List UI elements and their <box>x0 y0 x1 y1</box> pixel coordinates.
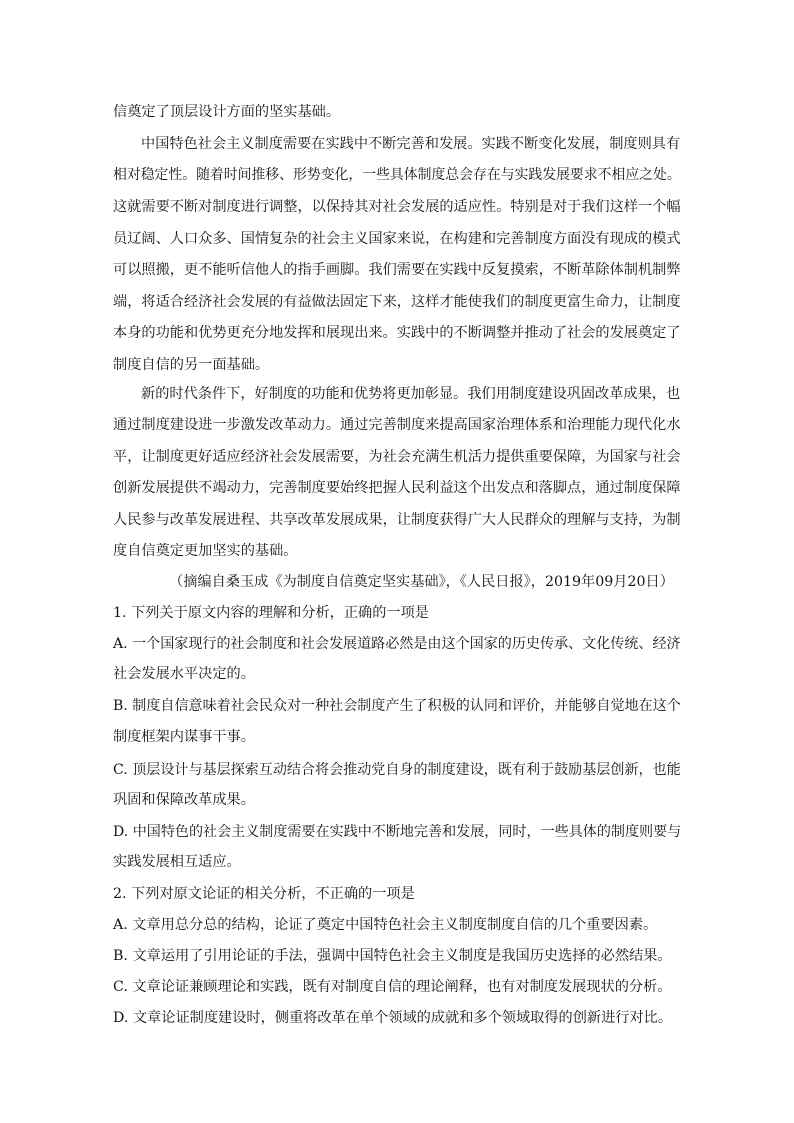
passage-line: 创新发展提供不竭动力，完善制度要始终把握人民利益这个出发点和落脚点，通过制度保障 <box>113 480 681 496</box>
passage-line: 通过制度建设进一步激发改革动力。通过完善制度来提高国家治理体系和治理能力现代化水 <box>113 417 681 433</box>
passage-line: 中国特色社会主义制度需要在实践中不断完善和发展。实践不断变化发展，制度则具有 <box>141 136 681 152</box>
passage-line: 信奠定了顶层设计方面的坚实基础。 <box>113 104 341 120</box>
passage-line: 平，让制度更好适应经济社会发展需要，为社会充满生机活力提供重要保障，为国家与社会 <box>113 449 681 465</box>
question-1-option-b-continued: 制度框架内谋事干事。 <box>113 729 255 745</box>
question-2-option-c: C. 文章论证兼顾理论和实践，既有对制度自信的理论阐释，也有对制度发展现状的分析。 <box>113 979 672 995</box>
passage-line: 制度自信的另一面基础。 <box>113 357 270 373</box>
question-1-option-c-continued: 巩固和保障改革成果。 <box>113 792 255 808</box>
passage-line: 可以照搬，更不能听信他人的指手画脚。我们需要在实践中反复摸索，不断革除体制机制弊 <box>113 262 681 278</box>
question-1-option-d: D. 中国特色的社会主义制度需要在实践中不断地完善和发展，同时，一些具体的制度则要与 <box>113 824 682 840</box>
question-1-option-a: A. 一个国家现行的社会制度和社会发展道路必然是由这个国家的历史传承、文化传统、经济 <box>113 636 681 652</box>
passage-line: 端，将适合经济社会发展的有益做法固定下来，这样才能使我们的制度更富生命力，让制度 <box>113 294 681 310</box>
question-1-stem: 1. 下列关于原文内容的理解和分析，正确的一项是 <box>113 605 429 621</box>
passage-line: 本身的功能和优势更充分地发挥和展现出来。实践中的不断调整并推动了社会的发展奠定了 <box>113 325 681 341</box>
question-1-option-b: B. 制度自信意味着社会民众对一种社会制度产生了积极的认同和评价，并能够自觉地在这个 <box>113 698 681 714</box>
passage-line: 员辽阔、人口众多、国情复杂的社会主义国家来说，在构建和完善制度方面没有现成的模式 <box>113 231 681 247</box>
question-1-option-c: C. 顶层设计与基层探索互动结合将会推动党自身的制度建设，既有利于鼓励基层创新，也能 <box>113 762 681 778</box>
source-citation: （摘编自桑玉成《为制度自信奠定坚实基础》，《人民日报》，2019年09月20日） <box>169 574 674 590</box>
passage-line: 新的时代条件下，好制度的功能和优势将更加彰显。我们用制度建设巩固改革成果，也 <box>141 386 681 402</box>
passage-line: 人民参与改革发展进程、共享改革发展成果，让制度获得广大人民群众的理解与支持，为制 <box>113 512 681 528</box>
question-2-option-a: A. 文章用总分总的结构，论证了奠定中国特色社会主义制度制度自信的几个重要因素。 <box>113 917 658 933</box>
passage-line: 度自信奠定更加坚实的基础。 <box>113 543 298 559</box>
question-1-option-a-continued: 社会发展水平决定的。 <box>113 666 255 682</box>
passage-line: 相对稳定性。随着时间推移、形势变化，一些具体制度总会存在与实践发展要求不相应之处。 <box>113 167 681 183</box>
question-2-option-d: D. 文章论证制度建设时，侧重将改革在单个领域的成就和多个领域取得的创新进行对比。 <box>113 1010 673 1026</box>
question-2-option-b: B. 文章运用了引用论证的手法，强调中国特色社会主义制度是我国历史选择的必然结果。 <box>113 948 672 964</box>
question-2-stem: 2. 下列对原文论证的相关分析，不正确的一项是 <box>113 886 415 902</box>
question-1-option-d-continued: 实践发展相互适应。 <box>113 854 241 870</box>
passage-line: 这就需要不断对制度进行调整，以保持其对社会发展的适应性。特别是对于我们这样一个幅 <box>113 199 681 215</box>
